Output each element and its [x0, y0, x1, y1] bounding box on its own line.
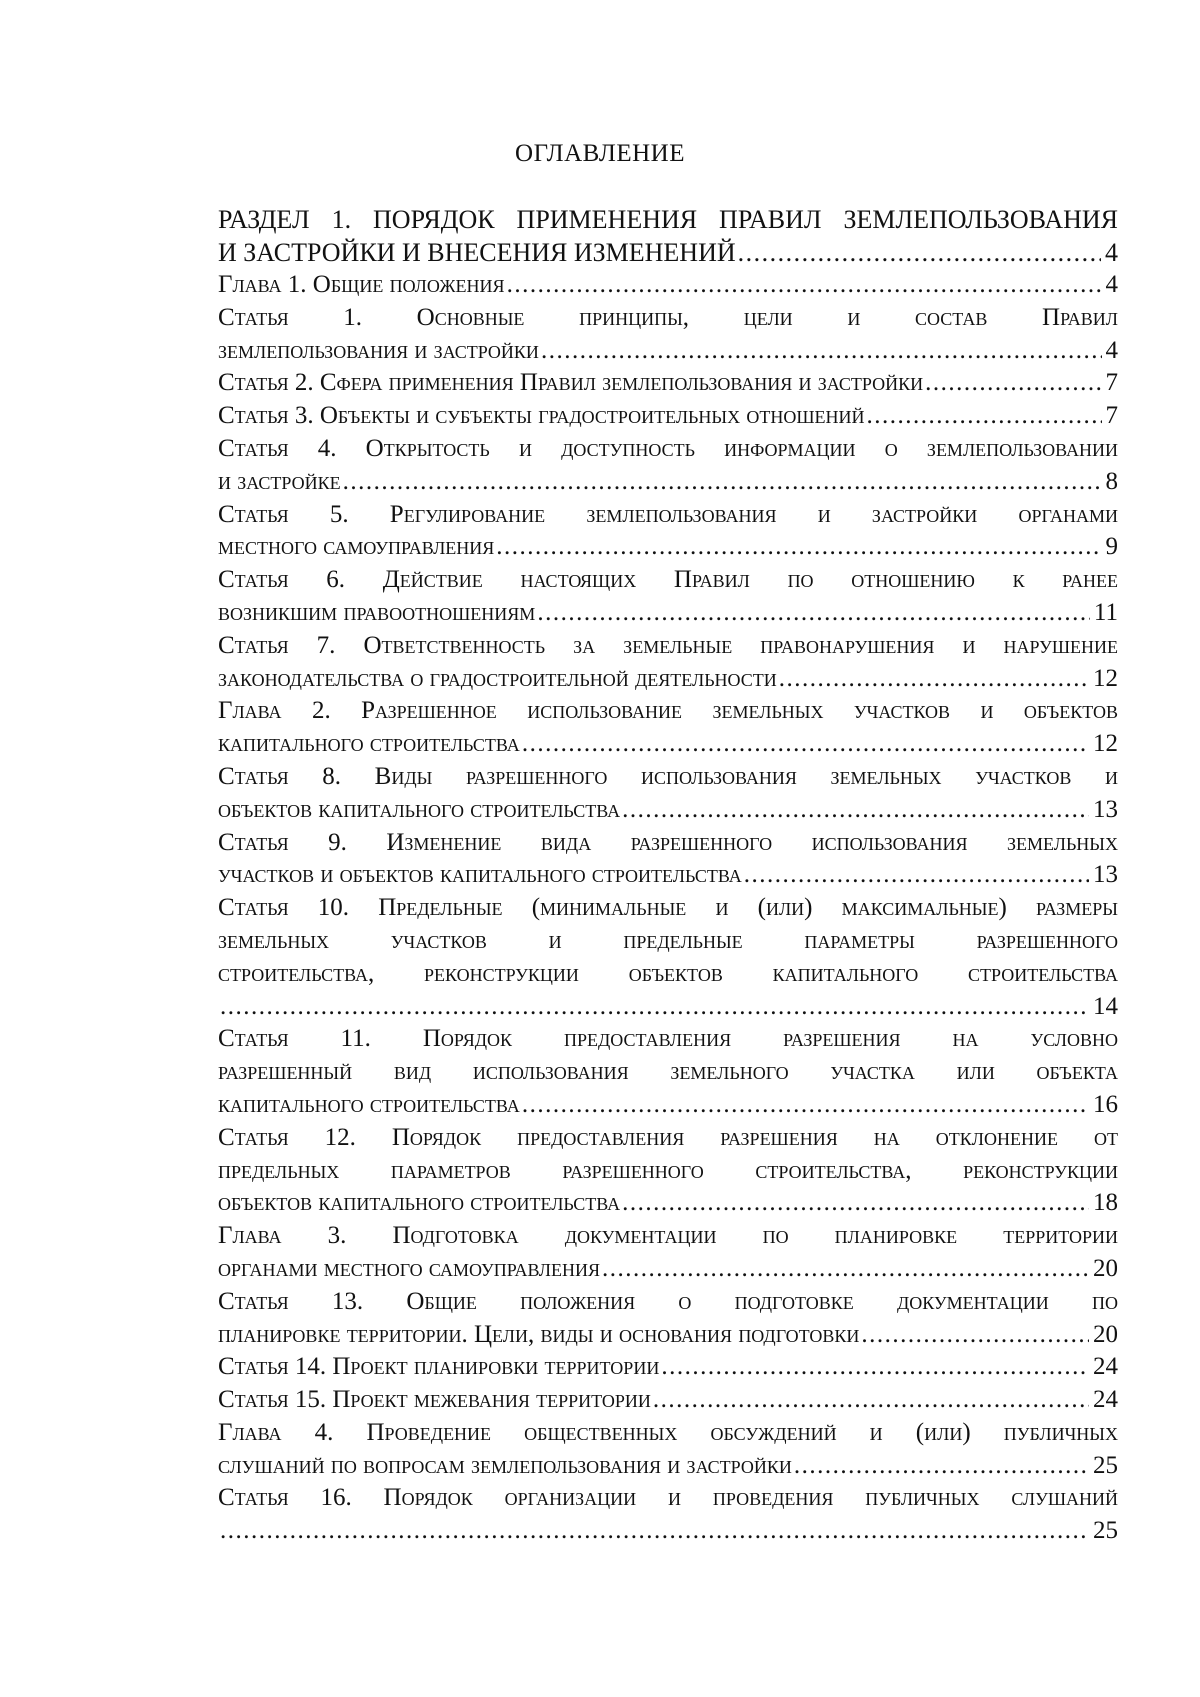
toc-entry-last-line: [218, 335, 1118, 368]
toc-entry-last-line: [218, 1253, 1118, 1286]
toc-entry-line: Статья 10. Предельные (минимальные и (или) максимальные) размеры: [218, 894, 1118, 922]
toc-entry-last-line: [218, 663, 1118, 696]
toc-entry-last-line: [218, 1515, 1118, 1548]
toc-entry-last-line: [218, 1319, 1118, 1352]
dot-leader: [602, 1253, 1089, 1286]
page-number: 24: [1093, 1386, 1118, 1414]
page-number: 7: [1105, 369, 1118, 397]
toc-entry-article[interactable]: [218, 1122, 1118, 1220]
toc-entry-title: возникшим правоотношениям: [218, 598, 536, 626]
toc-entry-line: Статья 11. Порядок предоставления разрешения на условно: [218, 1025, 1118, 1053]
toc-entry-title: законодательства о градостроительной деятельности: [218, 664, 777, 692]
table-of-contents: [218, 203, 1118, 1548]
toc-entry-chapter[interactable]: [218, 1220, 1118, 1286]
toc-entry-last-line: [218, 1351, 1118, 1384]
page-number: 9: [1105, 533, 1118, 561]
toc-entry-title: капитального строительства: [218, 730, 520, 758]
dot-leader: [496, 531, 1101, 564]
toc-entry-last-line: [218, 859, 1118, 892]
toc-entry-article[interactable]: [218, 1384, 1118, 1417]
toc-entry-line: Статья 7. Ответственность за земельные правонарушения и нарушение: [218, 631, 1118, 659]
toc-entry-title: органами местного самоуправления: [218, 1254, 600, 1282]
toc-entry-last-line: [218, 991, 1118, 1024]
dot-leader: [738, 236, 1101, 269]
toc-entry-title: объектов капитального строительства: [218, 1189, 621, 1217]
toc-entry-title: планировке территории. Цели, виды и основания подготовки: [218, 1320, 860, 1348]
dot-leader: [653, 1384, 1089, 1417]
page-number: 12: [1093, 730, 1118, 758]
toc-entry-article[interactable]: [218, 1482, 1118, 1548]
toc-entry-last-line: [218, 1384, 1118, 1417]
toc-entry-last-line: [218, 367, 1118, 400]
dot-leader: [779, 663, 1089, 696]
dot-leader: [925, 367, 1101, 400]
page-number: 20: [1093, 1254, 1118, 1282]
toc-entry-title: объектов капитального строительства: [218, 795, 621, 823]
toc-entry-article[interactable]: [218, 630, 1118, 696]
toc-entry-title: капитального строительства: [218, 1090, 520, 1118]
toc-entry-title: Статья 3. Объекты и субъекты градостроительных отношений: [218, 402, 865, 430]
toc-entry-line: строительства, реконструкции объектов капитального строительства: [218, 959, 1118, 987]
toc-entry-line: Статья 1. Основные принципы, цели и состав Правил: [218, 303, 1118, 331]
toc-entry-article[interactable]: [218, 400, 1118, 433]
toc-entry-section[interactable]: [218, 203, 1118, 269]
page-number: 4: [1105, 238, 1118, 267]
toc-entry-last-line: [218, 728, 1118, 761]
toc-entry-line: Глава 4. Проведение общественных обсуждений и (или) публичных: [218, 1418, 1118, 1446]
toc-entry-title: Глава 1. Общие положения: [218, 271, 505, 298]
toc-entry-title: местного самоуправления: [218, 533, 495, 561]
toc-entry-article[interactable]: [218, 892, 1118, 1023]
dot-leader: [507, 269, 1102, 302]
toc-entry-chapter[interactable]: [218, 269, 1118, 302]
dot-leader: [343, 466, 1102, 499]
toc-entry-line: Статья 5. Регулирование землепользования и застройки органами: [218, 500, 1118, 528]
toc-entry-last-line: [218, 1089, 1118, 1122]
toc-entry-last-line: [218, 597, 1118, 630]
toc-heading: ОГЛАВЛЕНИЕ: [515, 140, 685, 167]
toc-entry-article[interactable]: [218, 564, 1118, 630]
toc-entry-title: И ЗАСТРОЙКИ И ВНЕСЕНИЯ ИЗМЕНЕНИЙ: [218, 238, 736, 267]
toc-entry-article[interactable]: [218, 1351, 1118, 1384]
page-number: 13: [1093, 795, 1118, 823]
page-number: 8: [1105, 467, 1118, 495]
dot-leader: [220, 1515, 1089, 1548]
page-number: 24: [1093, 1353, 1118, 1381]
page-number: 20: [1093, 1320, 1118, 1348]
page-number: 25: [1093, 1451, 1118, 1479]
page-number: 7: [1105, 402, 1118, 430]
page-number: 4: [1105, 336, 1118, 364]
dot-leader: [522, 728, 1089, 761]
toc-entry-title: Статья 15. Проект межевания территории: [218, 1386, 651, 1414]
toc-entry-article[interactable]: [218, 1023, 1118, 1121]
toc-entry-title: слушаний по вопросам землепользования и застройки: [218, 1451, 792, 1479]
toc-entry-line: Глава 3. Подготовка документации по планировке территории: [218, 1222, 1118, 1250]
toc-entry-line: предельных параметров разрешенного строительства, реконструкции: [218, 1156, 1118, 1184]
toc-entry-line: Статья 6. Действие настоящих Правил по отношению к ранее: [218, 566, 1118, 594]
toc-entry-article[interactable]: [218, 499, 1118, 565]
page-number: 16: [1093, 1090, 1118, 1118]
toc-entry-last-line: [218, 269, 1118, 302]
dot-leader: [744, 859, 1089, 892]
toc-entry-article[interactable]: [218, 302, 1118, 368]
toc-entry-title: землепользования и застройки: [218, 336, 539, 364]
toc-entry-line: разрешенный вид использования земельного участка или объекта: [218, 1058, 1118, 1086]
page-number: 25: [1093, 1517, 1118, 1545]
toc-entry-title: Статья 14. Проект планировки территории: [218, 1353, 660, 1381]
toc-entry-title: Статья 2. Сфера применения Правил землепользования и застройки: [218, 369, 924, 397]
toc-entry-line: РАЗДЕЛ 1. ПОРЯДОК ПРИМЕНЕНИЯ ПРАВИЛ ЗЕМЛЕПОЛЬЗОВАНИЯ: [218, 205, 1118, 234]
toc-entry-last-line: [218, 531, 1118, 564]
dot-leader: [661, 1351, 1089, 1384]
dot-leader: [541, 335, 1102, 368]
dot-leader: [861, 1319, 1089, 1352]
toc-entry-line: Статья 8. Виды разрешенного использования земельных участков и: [218, 762, 1118, 790]
page-number: 12: [1093, 664, 1118, 692]
toc-entry-chapter[interactable]: [218, 695, 1118, 761]
toc-entry-title: участков и объектов капитального строительства: [218, 861, 742, 889]
toc-entry-article[interactable]: [218, 1286, 1118, 1352]
toc-entry-line: Статья 13. Общие положения о подготовке документации по: [218, 1287, 1118, 1315]
page-number: 18: [1093, 1189, 1118, 1217]
toc-entry-last-line: [218, 466, 1118, 499]
page-number: 14: [1093, 992, 1118, 1020]
page-number: 13: [1093, 861, 1118, 889]
dot-leader: [866, 400, 1101, 433]
page-number: 4: [1105, 271, 1118, 298]
toc-entry-line: Статья 12. Порядок предоставления разрешения на отклонение от: [218, 1123, 1118, 1151]
toc-entry-article[interactable]: [218, 433, 1118, 499]
toc-entry-last-line: [218, 794, 1118, 827]
dot-leader: [622, 1187, 1089, 1220]
toc-entry-line: Статья 4. Открытость и доступность информации о землепользовании: [218, 434, 1118, 462]
toc-entry-article[interactable]: [218, 827, 1118, 893]
dot-leader: [522, 1089, 1089, 1122]
dot-leader: [794, 1450, 1089, 1483]
toc-entry-article[interactable]: [218, 367, 1118, 400]
toc-entry-last-line: [218, 236, 1118, 269]
toc-entry-line: Статья 9. Изменение вида разрешенного использования земельных: [218, 828, 1118, 856]
toc-entry-last-line: [218, 400, 1118, 433]
toc-entry-last-line: [218, 1450, 1118, 1483]
toc-entry-line: земельных участков и предельные параметры разрешенного: [218, 926, 1118, 954]
toc-entry-chapter[interactable]: [218, 1417, 1118, 1483]
toc-entry-line: Статья 16. Порядок организации и проведения публичных слушаний: [218, 1484, 1118, 1512]
toc-entry-title: и застройке: [218, 467, 341, 495]
dot-leader: [537, 597, 1090, 630]
toc-entry-last-line: [218, 1187, 1118, 1220]
page-number: 11: [1093, 598, 1118, 626]
dot-leader: [622, 794, 1089, 827]
toc-entry-article[interactable]: [218, 761, 1118, 827]
dot-leader: [220, 991, 1089, 1024]
toc-entry-line: Глава 2. Разрешенное использование земельных участков и объектов: [218, 697, 1118, 725]
